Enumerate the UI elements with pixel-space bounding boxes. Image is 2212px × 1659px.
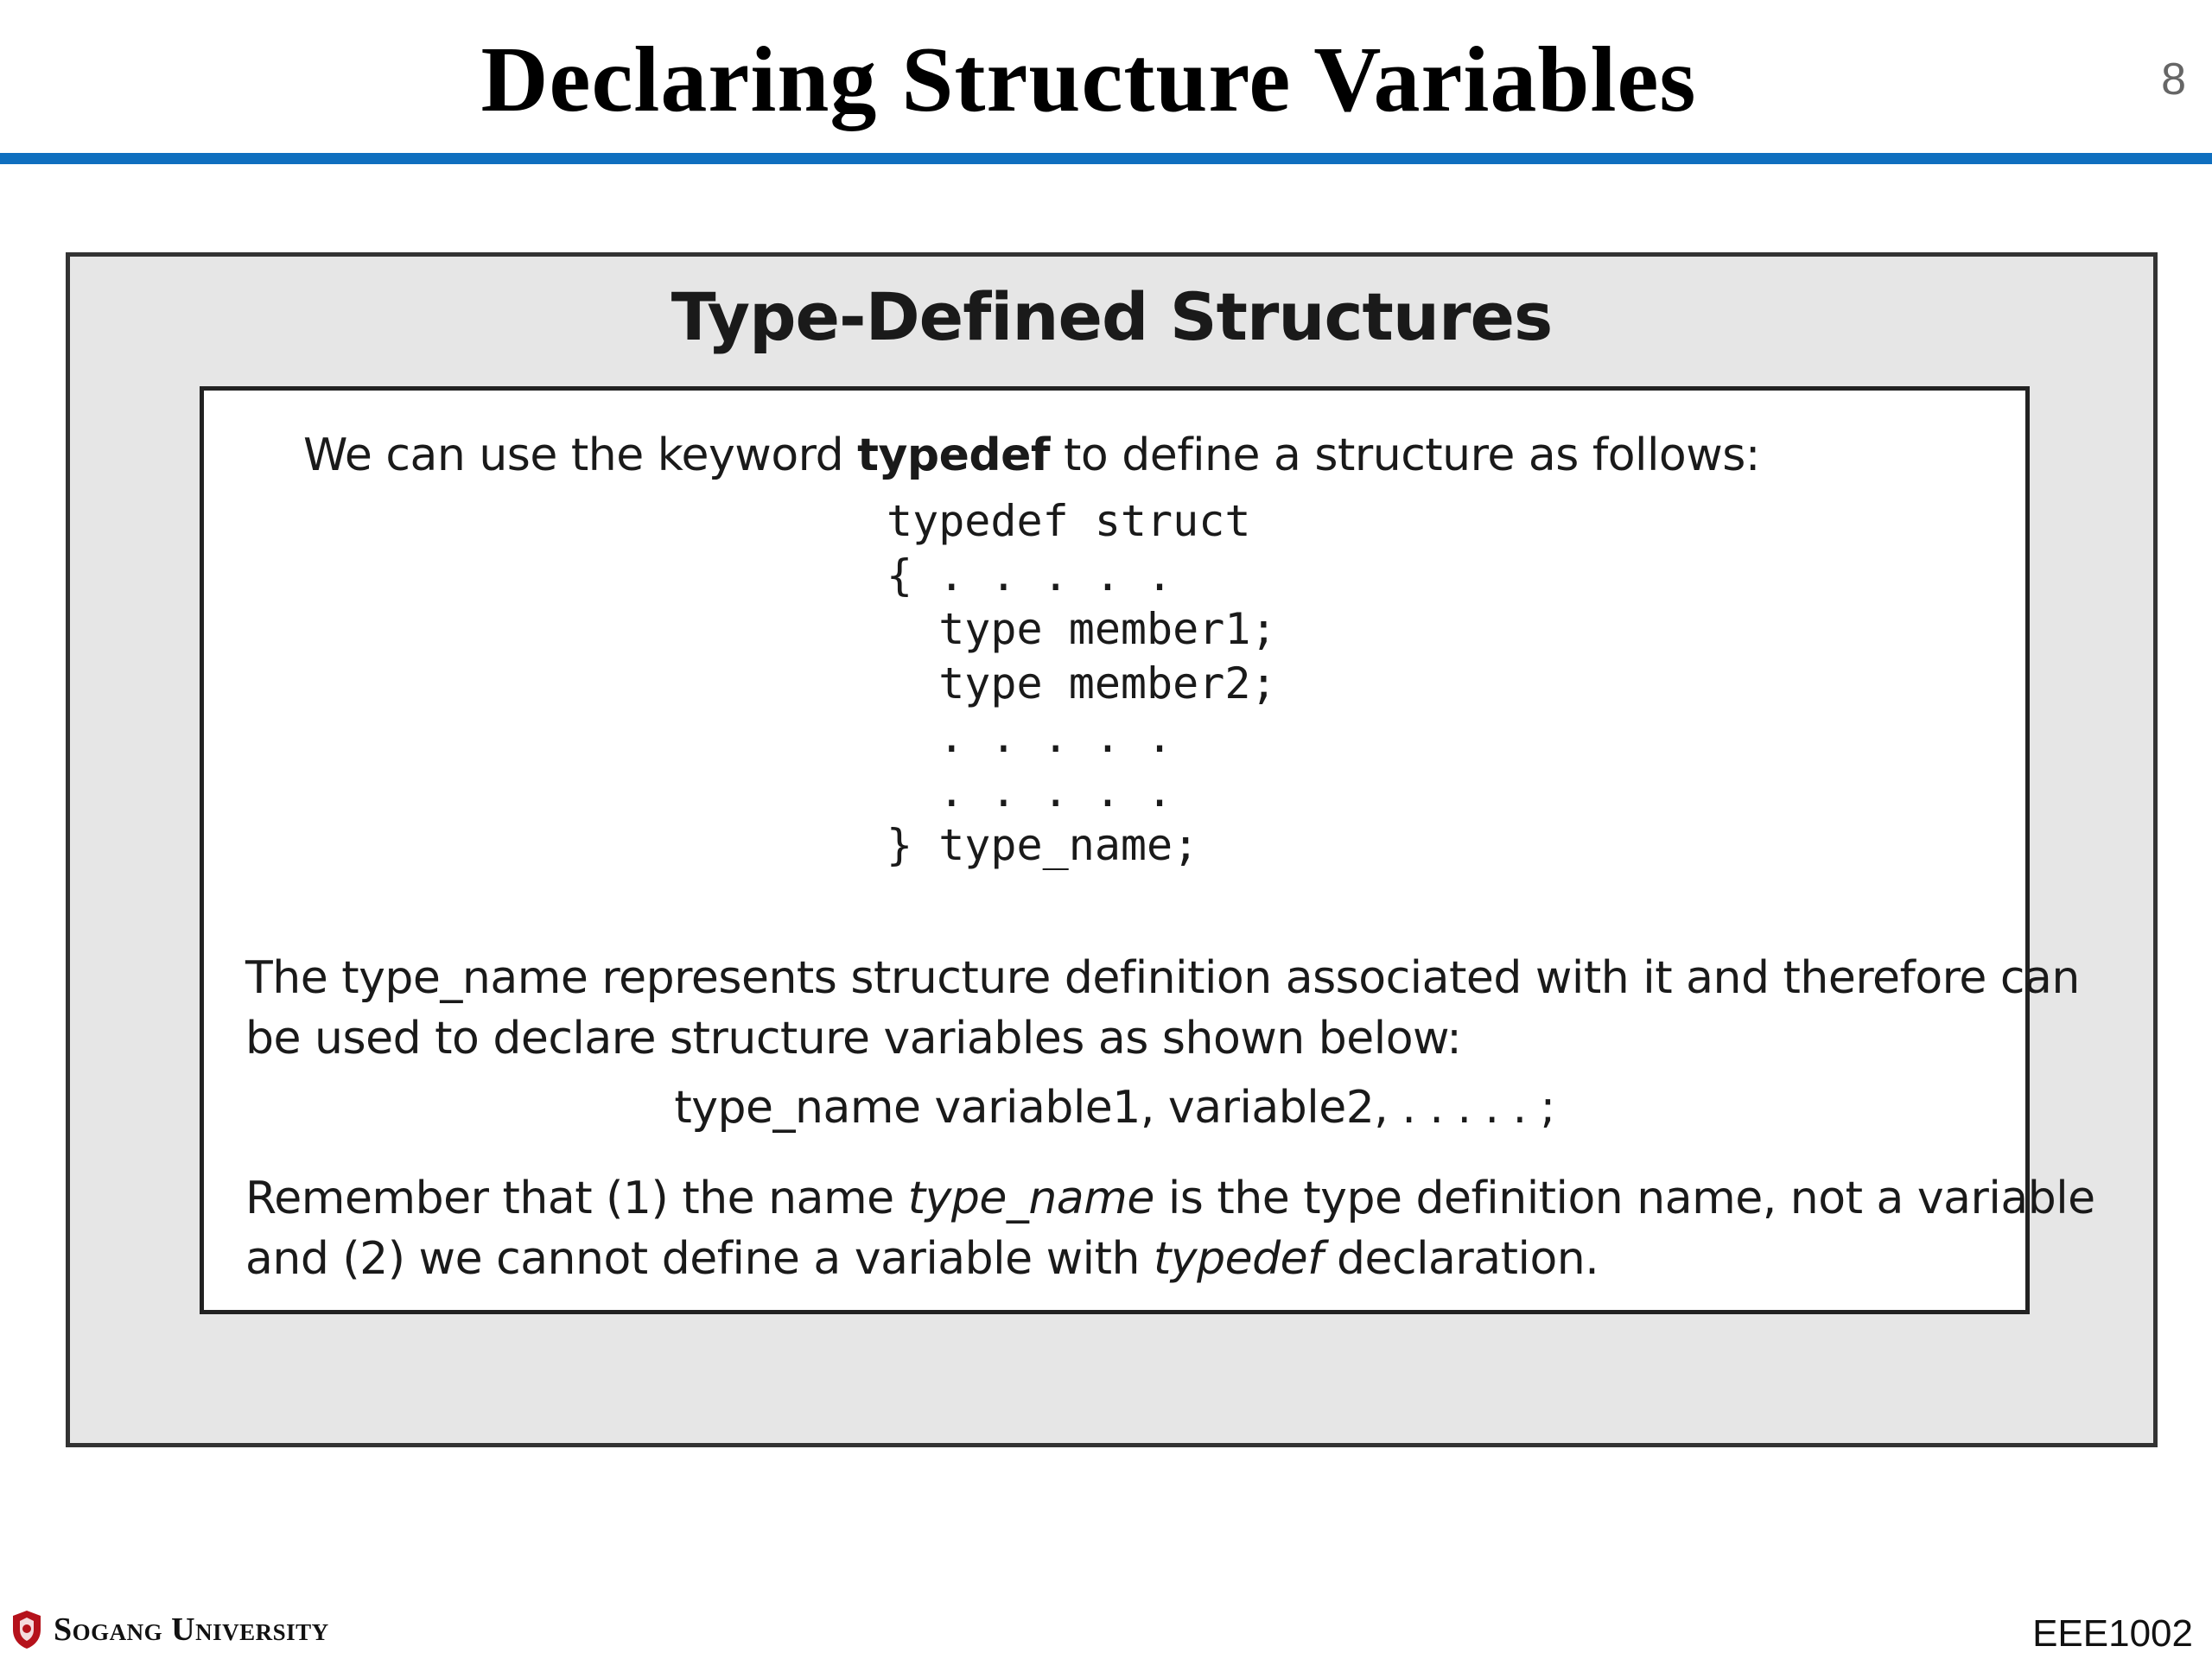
shield-icon: [10, 1609, 43, 1650]
content-panel: [200, 386, 2095, 1314]
intro-text: [303, 425, 1760, 486]
typedef-term: typedef: [1153, 1233, 1323, 1285]
code-line: . . . . .: [887, 766, 1173, 817]
keyword-typedef: typedef: [857, 429, 1050, 481]
title-divider: [0, 153, 2212, 164]
university-logo: [10, 1609, 329, 1650]
remember-line-1: [245, 1168, 2095, 1229]
code-line: type member2;: [887, 658, 1277, 709]
page-number: 8: [2161, 54, 2186, 105]
remember-text-part: is the type definition name, not a variable: [1154, 1173, 2095, 1224]
remember-text-part: declaration.: [1322, 1233, 1599, 1285]
remember-text-part: Remember that (1) the name: [245, 1173, 908, 1224]
description-line: The type_name represents structure definition associated with it and therefore can: [245, 952, 2080, 1004]
type-name-term: type_name: [907, 1173, 1154, 1224]
intro-text-before: We can use the keyword: [303, 429, 858, 481]
box-title: Type-Defined Structures: [671, 278, 1553, 355]
code-line: . . . . .: [887, 712, 1173, 762]
remember-text-part: and (2) we cannot define a variable with: [245, 1233, 1154, 1285]
remember-line-2: [245, 1229, 2095, 1289]
code-block: [887, 494, 1277, 873]
intro-text-after: to define a structure as follows:: [1050, 429, 1760, 481]
code-line: type member1;: [887, 604, 1277, 654]
figure-box: [66, 252, 2158, 1447]
code-line: { . . . . .: [887, 550, 1173, 601]
course-code: EEE1002: [2032, 1612, 2193, 1655]
declaration-example: type_name variable1, variable2, . . . . . ;: [674, 1082, 1555, 1134]
page-title: Declaring Structure Variables: [480, 29, 1697, 131]
code-line: typedef struct: [887, 496, 1251, 546]
description-line: be used to declare structure variables as shown below:: [245, 1013, 1462, 1065]
remember-text: [245, 1168, 2095, 1289]
university-name: Sogang University: [54, 1611, 329, 1648]
description-text: [245, 948, 2080, 1069]
code-line: } type_name;: [887, 820, 1199, 870]
